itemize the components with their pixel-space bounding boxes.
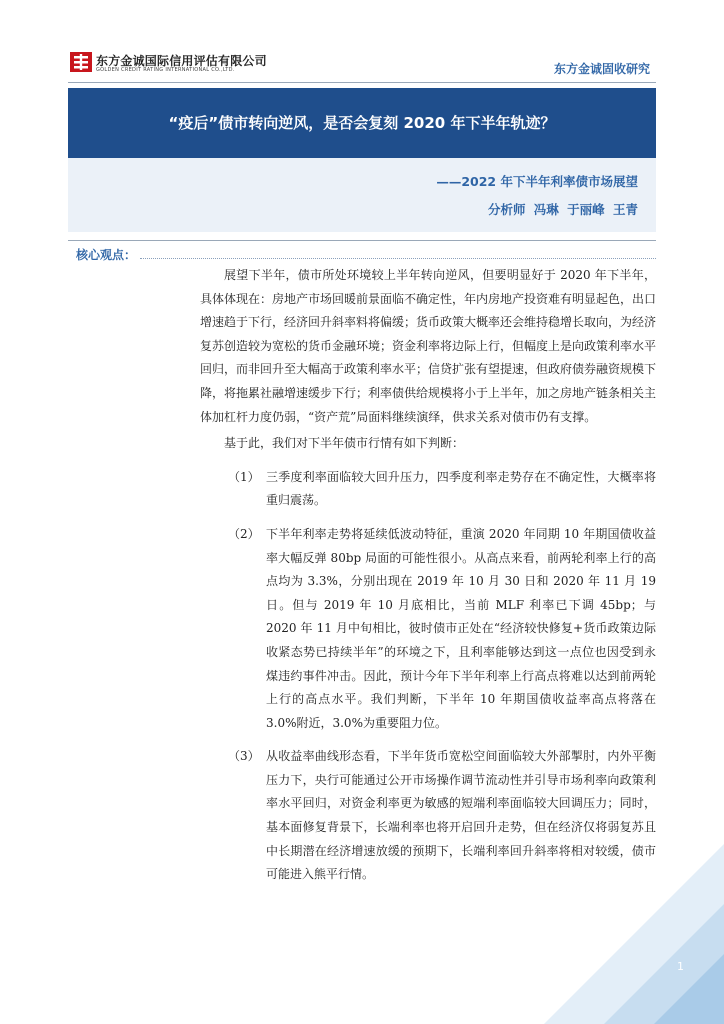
list-item-text: 下半年利率走势将延续低波动特征，重演 2020 年同期 10 年期国债收益率大幅反弹 80bp 局面的可能性很小。从高点来看，前两轮利率上行的高点均为 3.3%，分别出现在 2019 年 10 月 30 日和 2020 年 11 月 19 日。但与 2019 年 10 月底相比，当前 MLF 利率已下调 45bp；与 2020 年 11 月中旬相比，彼时债市正处在“经济较快修复+货币政策边际收紧态势已持续半年”的环境之下，且利率能够达到这一点位也因受到永煤违约事件冲击。因此，预计今年下半年利率上行高点将难以达到前两轮上行的高点水平。我们判断，下半年 10 年期国债收益率高点将落在 3.0%附近，3.0%为重要阻力位。 bbox=[266, 526, 656, 730]
list-item-number: （2） bbox=[228, 526, 260, 541]
list-item bbox=[200, 466, 656, 513]
corner-decoration bbox=[544, 844, 724, 1024]
list-item-text: 三季度利率面临较大回升压力，四季度利率走势存在不确定性，大概率将重归震荡。 bbox=[266, 469, 656, 508]
report-body bbox=[200, 264, 656, 887]
company-logo bbox=[70, 50, 270, 76]
subtitle-banner bbox=[68, 158, 656, 232]
analyst-names: 分析师 冯琳 于丽峰 王青 bbox=[487, 202, 638, 217]
banner-divider bbox=[68, 240, 656, 241]
company-name-en: GOLDEN CREDIT RATING INTERNATIONAL CO.,LTD. bbox=[96, 67, 235, 73]
header-divider bbox=[68, 82, 656, 83]
page-number: 1 bbox=[677, 960, 684, 973]
report-subtitle: ——2022 年下半年利率债市场展望 bbox=[436, 174, 638, 189]
dotted-divider bbox=[140, 258, 656, 259]
summary-paragraph: 展望下半年，债市所处环境较上半年转向逆风，但要明显好于 2020 年下半年，具体体现在：房地产市场回暖前景面临不确定性，年内房地产投资难有明显起色，出口增速趋于下行，经济回升斜率料将偏缓；货币政策大概率还会维持稳增长取向，为经济复苏创造较为宽松的货币金融环境；资金利率将边际上行，但幅度上是向政策利率水平回归，而非回升至大幅高于政策利率水平；信贷扩张有望提速，但政府债券融资规模下降，将拖累社融增速缓步下行；利率债供给规模将小于上半年，加之房地产链条相关主体加杠杆力度仍弱，“资产荒”局面料继续演绎，供求关系对债市仍有支撑。 bbox=[200, 268, 657, 424]
research-brand: 东方金诚固收研究 bbox=[553, 62, 650, 76]
page-header bbox=[0, 0, 724, 85]
list-item-text: 从收益率曲线形态看，下半年货币宽松空间面临较大外部掣肘，内外平衡压力下，央行可能通过公开市场操作调节流动性并引导市场利率向政策利率水平回归，对资金利率更为敏感的短端利率面临较大回调压力；同时，基本面修复背景下，长端利率也将开启回升走势，但在经济仅将弱复苏且中长期潜在经济增速放缓的预期下，长端利率回升斜率将相对较缓，债市可能进入熊平行情。 bbox=[266, 749, 656, 882]
judgement-intro: 基于此，我们对下半年债市行情有如下判断： bbox=[224, 436, 465, 451]
report-title: “疫后”债市转向逆风，是否会复刻 2020 年下半年轨迹？ bbox=[168, 114, 556, 132]
company-name-cn: 东方金诚国际信用评估有限公司 bbox=[96, 54, 267, 68]
list-item-number: （3） bbox=[228, 749, 260, 764]
section-heading: 核心观点： bbox=[76, 248, 137, 262]
list-item bbox=[200, 523, 656, 735]
company-logo-icon bbox=[70, 52, 92, 72]
title-banner bbox=[68, 88, 656, 158]
list-item-number: （1） bbox=[228, 469, 260, 484]
